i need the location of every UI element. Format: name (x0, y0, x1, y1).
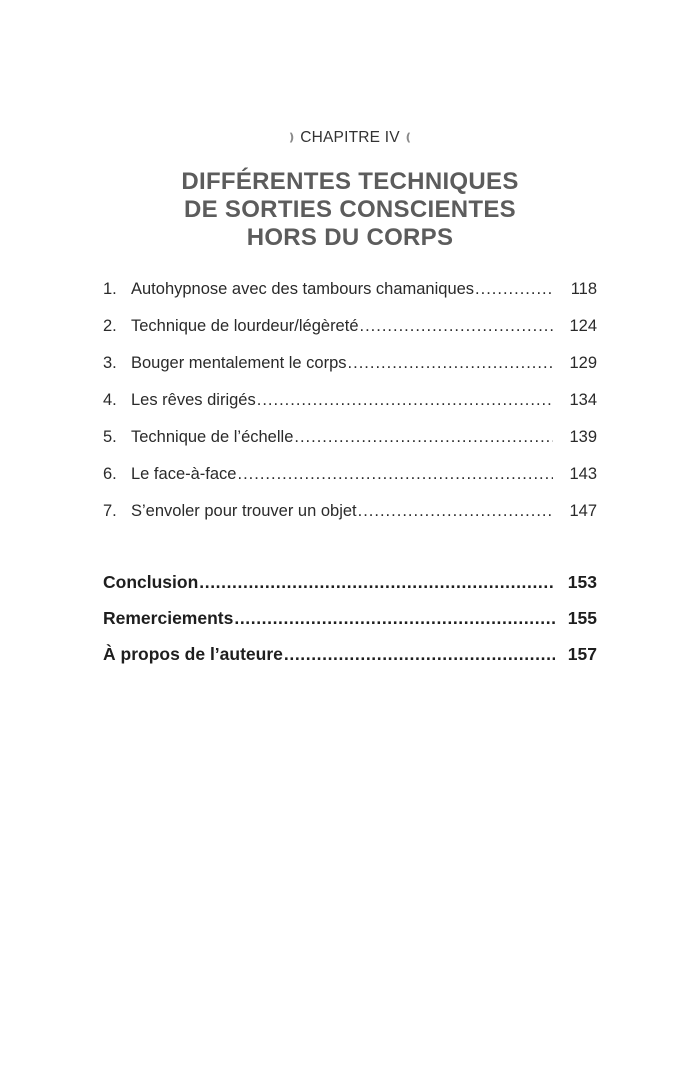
toc-entry-page: 129 (569, 354, 597, 372)
back-matter-entry[interactable] (103, 572, 597, 608)
dot-leader (294, 428, 553, 447)
toc-entry-title: Le face-à-face (131, 465, 237, 483)
toc-entry-page: 134 (569, 391, 597, 409)
back-matter-entry[interactable] (103, 608, 597, 644)
toc-entry-title: S’envoler pour trouver un objet (131, 502, 357, 520)
table-of-contents (103, 280, 597, 539)
toc-entry[interactable] (103, 502, 597, 539)
toc-entry-number: 6. (103, 465, 117, 483)
back-matter-title: À propos de l’auteure (103, 644, 283, 664)
ornament-left-icon: ❫ (286, 132, 297, 144)
back-matter-title: Remerciements (103, 608, 234, 628)
dot-leader (360, 317, 554, 336)
back-matter (103, 572, 597, 680)
back-matter-page: 157 (567, 644, 597, 664)
dot-leader (284, 644, 555, 665)
dot-leader (237, 465, 553, 484)
toc-entry[interactable] (103, 428, 597, 465)
toc-entry-page: 143 (569, 465, 597, 483)
toc-entry-number: 7. (103, 502, 117, 520)
toc-entry-number: 5. (103, 428, 117, 446)
chapter-title-line: DE SORTIES CONSCIENTES (184, 196, 516, 223)
dot-leader (358, 502, 553, 521)
toc-entry-title: Technique de lourdeur/légèreté (131, 317, 359, 335)
toc-entry-number: 3. (103, 354, 117, 372)
back-matter-page: 153 (567, 572, 597, 592)
chapter-label (0, 129, 700, 147)
toc-entry-page: 139 (569, 428, 597, 446)
toc-entry[interactable] (103, 280, 597, 317)
chapter-title (0, 168, 700, 252)
toc-entry-number: 2. (103, 317, 117, 335)
toc-entry[interactable] (103, 317, 597, 354)
toc-entry[interactable] (103, 465, 597, 502)
chapter-number: CHAPITRE IV (300, 129, 400, 146)
dot-leader (348, 354, 553, 373)
toc-entry-title: Bouger mentalement le corps (131, 354, 347, 372)
dot-leader (475, 280, 553, 299)
back-matter-entry[interactable] (103, 644, 597, 680)
toc-entry[interactable] (103, 354, 597, 391)
ornament-right-icon: ❪ (403, 132, 414, 144)
toc-entry-title: Les rêves dirigés (131, 391, 256, 409)
toc-entry-title: Technique de l’échelle (131, 428, 294, 446)
back-matter-title: Conclusion (103, 572, 199, 592)
dot-leader (234, 608, 555, 629)
toc-entry-number: 1. (103, 280, 117, 298)
toc-entry-number: 4. (103, 391, 117, 409)
toc-entry-page: 124 (569, 317, 597, 335)
chapter-title-line: DIFFÉRENTES TECHNIQUES (181, 168, 519, 195)
dot-leader (257, 391, 553, 410)
dot-leader (199, 572, 555, 593)
toc-entry-page: 147 (569, 502, 597, 520)
back-matter-page: 155 (567, 608, 597, 628)
chapter-title-line: HORS DU CORPS (246, 224, 454, 251)
toc-entry[interactable] (103, 391, 597, 428)
toc-entry-title: Autohypnose avec des tambours chamaniques (131, 280, 475, 298)
toc-entry-page: 118 (570, 280, 597, 298)
